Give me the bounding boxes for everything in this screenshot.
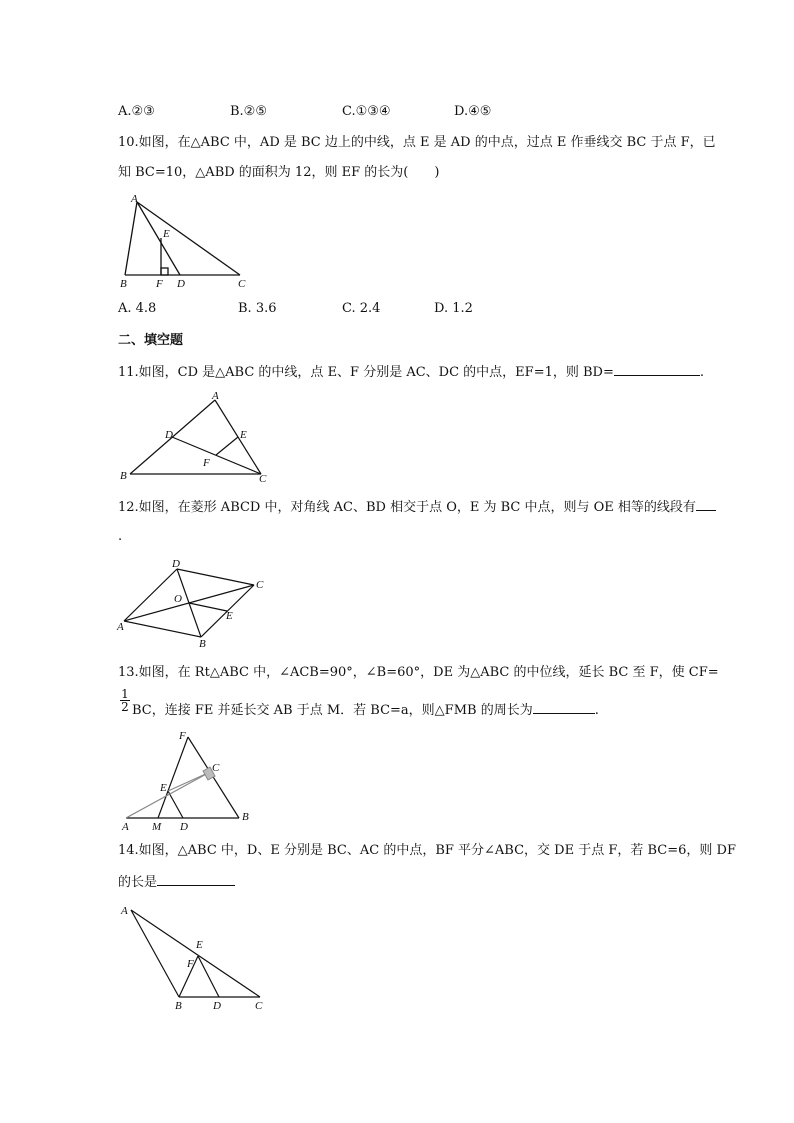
q13-label-b: B (242, 811, 249, 823)
q9-option-d: D.④⑤ (454, 104, 492, 119)
q12-label-c: C (256, 579, 264, 591)
q10-label-d: D (177, 278, 185, 290)
q14-figure (115, 898, 275, 1016)
q13-text-line1: 13.如图，在 Rt△ABC 中，∠ACB=90°，∠B=60°，DE 为△ABC 的中位线，延长 BC 至 F，使 CF= (118, 665, 719, 680)
q13-fraction-denominator: 2 (121, 700, 129, 714)
q13-text-line2 (132, 700, 599, 720)
q13-figure (115, 727, 275, 837)
q11-figure (115, 388, 275, 486)
q9-option-b: B.②⑤ (230, 104, 267, 119)
q9-option-a: A.②③ (118, 104, 155, 119)
q14-label-c: C (255, 1000, 263, 1012)
q13-fraction-numerator: 1 (121, 687, 129, 701)
q10-text-line2: 知 BC=10，△ABD 的面积为 12，则 EF 的长为( ) (118, 165, 440, 180)
q13-fraction (120, 688, 130, 713)
q12-label-a: A (117, 621, 124, 633)
q10-option-b: B. 3.6 (238, 301, 277, 316)
q11-stem: 11.如图，CD 是△ABC 的中线，点 E、F 分别是 AC、DC 的中点，EF=1，则 BD= (118, 365, 614, 380)
q10-label-c: C (238, 278, 246, 290)
q10-label-e: E (163, 228, 170, 240)
q11-label-d: D (165, 429, 173, 441)
q11-label-f: F (203, 457, 210, 469)
q12-label-e: E (226, 610, 233, 622)
q11-label-b: B (120, 470, 127, 482)
q10-option-d: D. 1.2 (434, 301, 473, 316)
q13-label-f: F (179, 730, 186, 742)
q12-answer-blank[interactable] (696, 497, 716, 511)
q14-label-b: B (175, 1000, 182, 1012)
q13-end: . (594, 703, 599, 718)
q14-stem: 的长是 (118, 875, 158, 890)
q13-label-m: M (152, 821, 162, 833)
q10-label-b: B (120, 278, 127, 290)
q12-end: . (118, 529, 123, 544)
q11-answer-blank[interactable] (614, 362, 700, 376)
q14-answer-blank[interactable] (157, 872, 235, 886)
q12-label-d: D (172, 558, 180, 570)
q10-label-a: A (131, 193, 138, 205)
q12-text (118, 497, 716, 517)
q10-text-line1: 10.如图，在△ABC 中，AD 是 BC 边上的中线，点 E 是 AD 的中点，过点 E 作垂线交 BC 于点 F，已 (118, 135, 716, 150)
section-title: 二、填空题 (118, 333, 184, 348)
q12-label-o: O (174, 593, 182, 605)
q14-text-line2 (118, 872, 235, 892)
q10-label-f: F (156, 278, 163, 290)
q14-label-e: E (196, 939, 203, 951)
q11-end: . (699, 365, 704, 380)
q10-option-c: C. 2.4 (342, 301, 381, 316)
q13-label-d: D (180, 821, 188, 833)
q12-stem: 12.如图，在菱形 ABCD 中，对角线 AC、BD 相交于点 O，E 为 BC 中点，则与 OE 相等的线段有 (118, 500, 696, 515)
q12-label-b: B (199, 638, 206, 650)
q11-label-e: E (240, 429, 247, 441)
q14-label-d: D (213, 1000, 221, 1012)
q14-label-f: F (187, 958, 194, 970)
q13-label-e: E (160, 782, 167, 794)
q11-label-a: A (212, 390, 219, 402)
q10-figure (115, 190, 265, 295)
q11-label-c: C (259, 473, 267, 485)
q10-option-a: A. 4.8 (118, 301, 157, 316)
q14-text-line1: 14.如图，△ABC 中，D、E 分别是 BC、AC 的中点，BF 平分∠ABC，交 DE 于点 F，若 BC=6，则 DF (118, 843, 736, 858)
q11-text (118, 362, 704, 382)
q13-label-a: A (122, 821, 129, 833)
q13-label-c: C (212, 762, 220, 774)
q13-stem: BC，连接 FE 并延长交 AB 于点 M．若 BC=a，则△FMB 的周长为 (132, 703, 533, 718)
q14-label-a: A (121, 905, 128, 917)
q12-figure (115, 555, 275, 650)
q13-answer-blank[interactable] (533, 700, 595, 714)
q9-option-c: C.①③④ (342, 104, 391, 119)
